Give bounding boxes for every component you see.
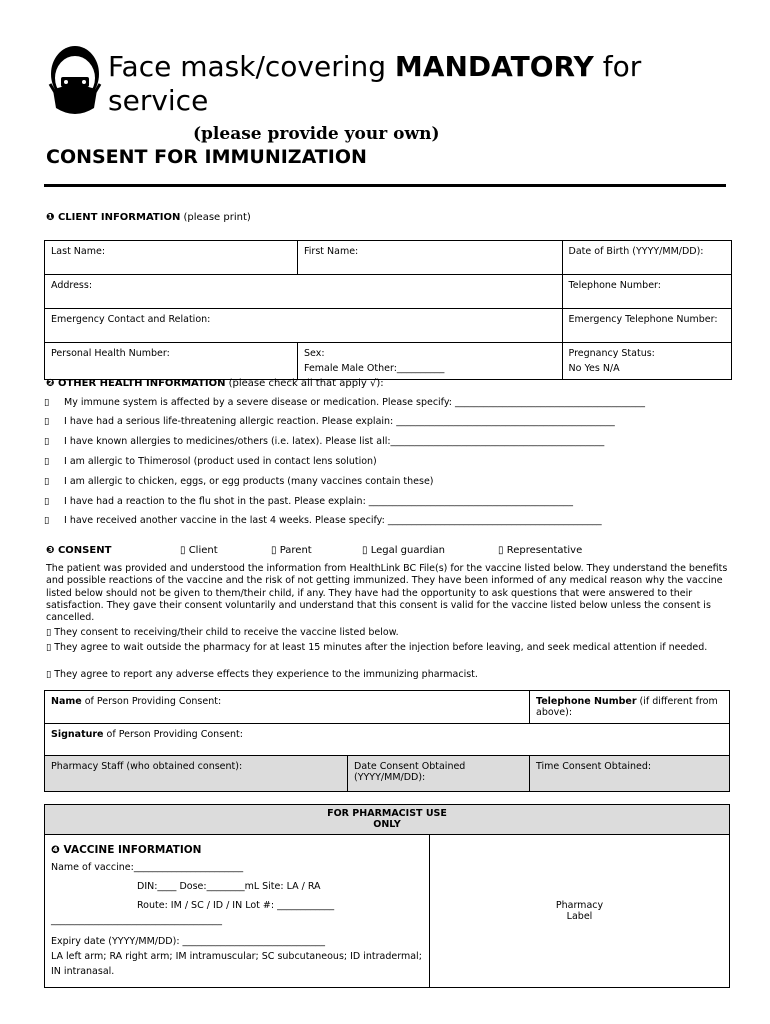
consent-option-representative[interactable]: ▯ Representative [498, 545, 583, 556]
mask-banner [108, 50, 748, 118]
page-title: CONSENT FOR IMMUNIZATION [46, 146, 367, 168]
consent-option-guardian[interactable]: ▯ Legal guardian [362, 545, 446, 556]
checkbox[interactable]: ▯ [44, 496, 50, 507]
date-obtained-field[interactable]: Date Consent Obtained (YYYY/MM/DD): [348, 756, 530, 792]
health-item-3[interactable]: ▯ I have known allergies to medicines/others (i.e. latex). Please list all:_____________________________________________ [44, 436, 605, 447]
consent-bullet-3: ▯ They agree to report any adverse effects they experience to the immunizing pharmacist. [46, 669, 478, 680]
consent-telephone-field[interactable]: Telephone Number (if different from above): [530, 691, 730, 724]
blank-line[interactable]: ____________________________________ [51, 915, 222, 926]
health-item-2[interactable]: ▯ I have had a serious life-threatening allergic reaction. Please explain: ______________________________________________ [44, 416, 615, 427]
face-mask-icon [44, 44, 106, 116]
checkbox[interactable]: ▯ [44, 436, 50, 447]
consent-option-client[interactable]: ▯ Client [180, 545, 218, 556]
consent-bullet-2: ▯ They agree to wait outside the pharmacy for at least 15 minutes after the injection before leaving, and seek medical attention if needed. [46, 642, 708, 653]
first-name-field[interactable]: First Name: [298, 241, 563, 275]
telephone-field[interactable]: Telephone Number: [562, 275, 731, 309]
section3-heading: ❸ CONSENT [46, 545, 112, 556]
health-item-6[interactable]: ▯ I have had a reaction to the flu shot in the past. Please explain: ___________________________________________ [44, 496, 574, 507]
checkbox[interactable]: ▯ [44, 397, 50, 408]
emergency-contact-field[interactable]: Emergency Contact and Relation: [45, 309, 563, 343]
time-obtained-field[interactable]: Time Consent Obtained: [530, 756, 730, 792]
address-field[interactable]: Address: [45, 275, 563, 309]
consent-name-field[interactable]: Name of Person Providing Consent: [45, 691, 530, 724]
dob-field[interactable]: Date of Birth (YYYY/MM/DD): [562, 241, 731, 275]
vaccine-name-field[interactable]: Name of vaccine:_______________________ [51, 862, 244, 873]
pregnancy-field[interactable]: Pregnancy Status: No Yes N/A [562, 343, 731, 380]
route-abbreviations: LA left arm; RA right arm; IM intramuscular; SC subcutaneous; ID intradermal; IN intranasal. [51, 951, 422, 977]
banner-mandatory: MANDATORY [394, 50, 594, 83]
health-item-1[interactable]: ▯ My immune system is affected by a severe disease or medication. Please specify: ________________________________________ [44, 397, 646, 408]
vaccine-information [45, 835, 430, 988]
banner-provide-note: (please provide your own) [193, 124, 440, 144]
staff-field[interactable]: Pharmacy Staff (who obtained consent): [45, 756, 348, 792]
consent-option-parent[interactable]: ▯ Parent [271, 545, 312, 556]
health-item-7[interactable]: ▯ I have received another vaccine in the last 4 weeks. Please specify: _____________________________________________ [44, 515, 602, 526]
checkbox[interactable]: ▯ [44, 476, 50, 487]
client-info-table [44, 240, 732, 380]
pharmacist-use-table [44, 804, 730, 988]
consent-bullet-1: ▯ They consent to receiving/their child to receive the vaccine listed below. [46, 627, 399, 638]
last-name-field[interactable]: Last Name: [45, 241, 298, 275]
pharmacy-label-area: Pharmacy Label [430, 835, 730, 988]
health-item-4[interactable]: ▯ I am allergic to Thimerosol (product used in contact lens solution) [44, 456, 377, 467]
phn-field[interactable]: Personal Health Number: [45, 343, 298, 380]
consent-signature-table [44, 690, 730, 792]
vaccine-heading: ❹ VACCINE INFORMATION [51, 844, 202, 856]
consent-signature-field[interactable]: Signature of Person Providing Consent: [45, 724, 730, 756]
emergency-phone-field[interactable]: Emergency Telephone Number: [562, 309, 731, 343]
section2-heading: ❷ OTHER HEALTH INFORMATION (please check all that apply √): [46, 378, 384, 389]
health-item-5[interactable]: ▯ I am allergic to chicken, eggs, or egg products (many vaccines contain these) [44, 476, 434, 487]
pregnancy-options[interactable]: No Yes N/A [568, 363, 620, 374]
pharmacist-header: FOR PHARMACIST USE ONLY [45, 805, 730, 835]
route-lot-field[interactable]: Route: IM / SC / ID / IN Lot #: ____________ [137, 900, 335, 911]
din-dose-site-field[interactable]: DIN:____ Dose:________mL Site: LA / RA [137, 881, 321, 892]
sex-field[interactable]: Sex: Female Male Other:__________ [298, 343, 563, 380]
banner-line2: service [108, 84, 209, 117]
title-rule [44, 184, 726, 187]
banner-prefix: Face mask/covering [108, 50, 395, 83]
banner-suffix: for [593, 50, 642, 83]
section1-heading: ❶ CLIENT INFORMATION (please print) [46, 212, 251, 223]
sex-options[interactable]: Female Male Other:__________ [304, 363, 445, 374]
checkbox[interactable]: ▯ [44, 456, 50, 467]
consent-paragraph: The patient was provided and understood the information from HealthLink BC File(s) for the vaccine listed below. They understand the benefits and possible reactions of the vaccine and the risk of not getting immunized. They have been informed of any medical reason why the vaccine listed below should not be given to them/their child, if any. They have had the opportunity to ask questions that were answered to their satisfaction. They gave their consent voluntarily and understand that this consent is valid for the vaccine listed below unless the consent is cancelled. [46, 563, 728, 624]
checkbox[interactable]: ▯ [44, 515, 50, 526]
expiry-field[interactable]: Expiry date (YYYY/MM/DD): ______________________________ [51, 936, 326, 947]
checkbox[interactable]: ▯ [44, 416, 50, 427]
